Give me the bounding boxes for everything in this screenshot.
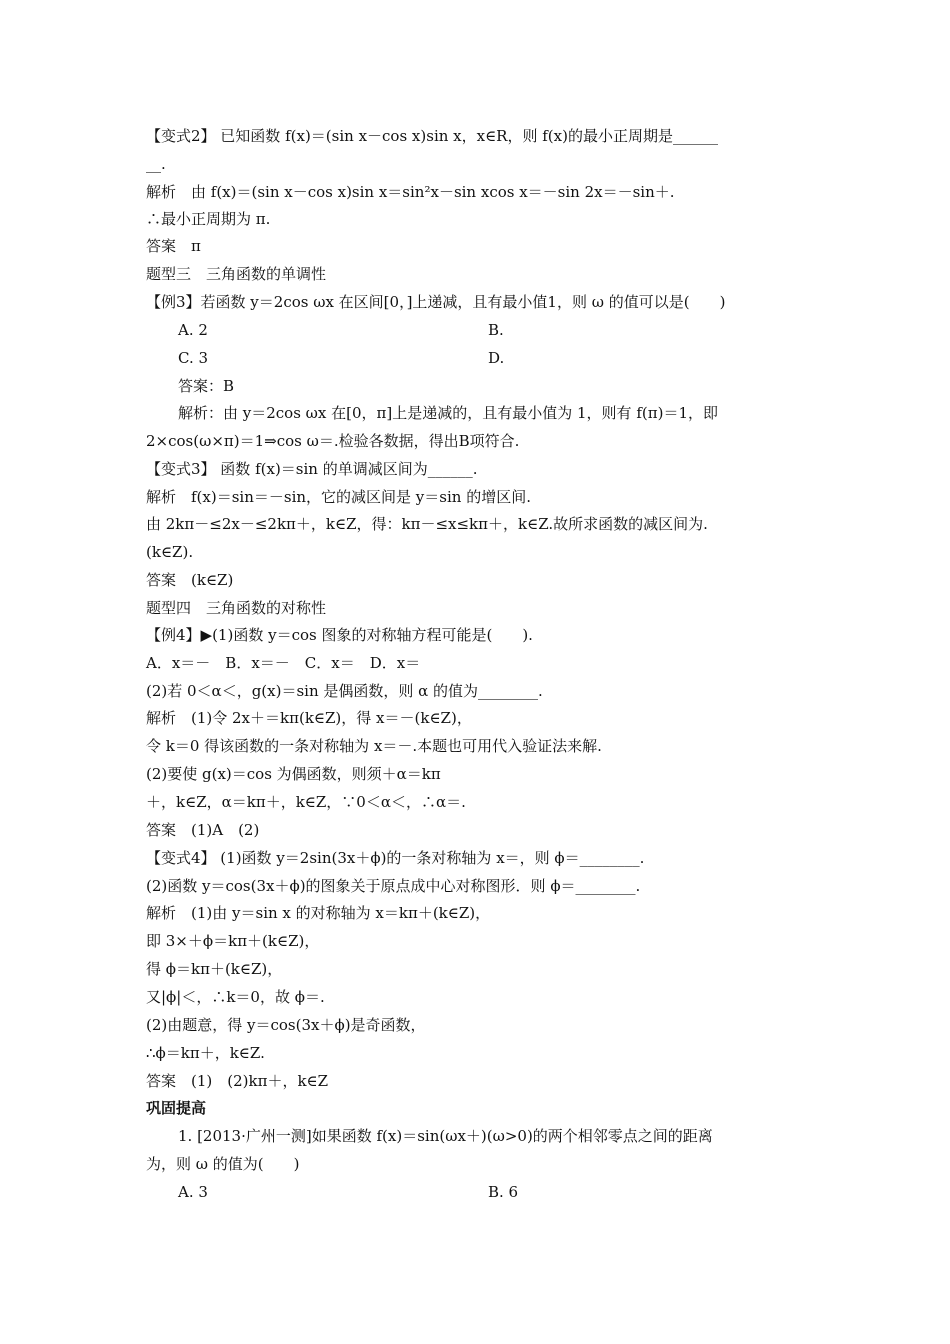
line-text: 解析 (1)由 y＝sin x 的对称轴为 x＝kπ＋(k∈Z)， [146, 904, 491, 922]
text-line [146, 264, 806, 284]
text-line [146, 126, 806, 146]
line-text: 得 ϕ＝kπ＋(k∈Z)， [146, 960, 283, 978]
text-line [146, 1043, 806, 1063]
text-line [146, 736, 806, 756]
text-line [146, 431, 806, 451]
line-text: ＋，k∈Z，α＝kπ＋，k∈Z，∵0＜α＜，∴α＝. [146, 793, 466, 811]
text-line [146, 182, 806, 202]
text-line [146, 653, 806, 673]
text-line [146, 708, 806, 728]
line-text: 2×cos(ω×π)＝1⇒cos ω＝.检验各数据，得出B项符合. [146, 432, 520, 450]
line-text: 解析 由 f(x)＝(sin x－cos x)sin x＝sin²x－sin xcos x＝－sin 2x＝－sin＋. [146, 183, 675, 201]
line-text: 解析：由 y＝2cos ωx 在[0，π]上是递减的，且有最小值为 1，则有 f(π)＝1，即 [178, 404, 718, 422]
text-line [146, 764, 806, 784]
line-text: 答案 π [146, 237, 201, 255]
line-text: 答案 (1) (2)kπ＋，k∈Z [146, 1072, 329, 1090]
text-line [178, 320, 838, 340]
text-line [146, 487, 806, 507]
text-line [146, 792, 806, 812]
line-text: 题型四 三角函数的对称性 [146, 599, 327, 617]
line-text: ∴ϕ＝kπ＋，k∈Z. [146, 1044, 265, 1062]
text-line [146, 903, 806, 923]
line-text: (2)若 0＜α＜，g(x)＝sin 是偶函数，则 α 的值为________. [146, 682, 543, 700]
line-text: C. 3 [178, 349, 209, 367]
text-line [146, 292, 806, 312]
text-line [146, 959, 806, 979]
text-line [146, 154, 806, 174]
text-line [178, 348, 838, 368]
text-line [146, 1098, 806, 1118]
line-text: 题型三 三角函数的单调性 [146, 265, 327, 283]
line-text: 令 k＝0 得该函数的一条对称轴为 x＝－.本题也可用代入验证法来解. [146, 737, 602, 755]
text-line [146, 820, 806, 840]
text-line [178, 1126, 838, 1146]
text-line [146, 459, 806, 479]
text-line [178, 376, 838, 396]
text-line [146, 542, 806, 562]
text-line [146, 1154, 806, 1174]
line-text: 解析 f(x)＝sin＝－sin，它的减区间是 y＝sin 的增区间. [146, 488, 531, 506]
line-text: A．x＝－ B．x＝－ C．x＝ D．x＝ [146, 654, 421, 672]
line-text: A. 3 [178, 1183, 208, 1201]
text-line [146, 236, 806, 256]
text-line [146, 514, 806, 534]
text-line [178, 1182, 838, 1202]
line-text: (2)要使 g(x)＝cos 为偶函数，则须＋α＝kπ [146, 765, 441, 783]
line-text: 【例4】▶(1)函数 y＝cos 图象的对称轴方程可能是( ). [146, 626, 533, 644]
line-text: (k∈Z). [146, 543, 194, 561]
line-text: 为，则 ω 的值为( ) [146, 1155, 300, 1173]
line-text: (2)函数 y＝cos(3x＋ϕ)的图象关于原点成中心对称图形．则 ϕ＝________. [146, 877, 641, 895]
option-right-column: D. [488, 349, 505, 367]
line-text: (2)由题意，得 y＝cos(3x＋ϕ)是奇函数， [146, 1016, 426, 1034]
line-text: 又|ϕ|＜，∴k＝0，故 ϕ＝. [146, 988, 325, 1006]
line-text: 巩固提高 [146, 1099, 207, 1117]
text-line [146, 848, 806, 868]
text-line [146, 987, 806, 1007]
line-text: 即 3×＋ϕ＝kπ＋(k∈Z)， [146, 932, 320, 950]
line-text: A. 2 [178, 321, 208, 339]
text-line [178, 403, 838, 423]
text-line [146, 625, 806, 645]
option-right-column: B. [488, 321, 504, 339]
line-text: 由 2kπ－≤2x－≤2kπ＋，k∈Z，得：kπ－≤x≤kπ＋，k∈Z.故所求函数的减区间为. [146, 515, 708, 533]
text-line [146, 1071, 806, 1091]
line-text: 1. [2013·广州一测]如果函数 f(x)＝sin(ωx＋)(ω>0)的两个相邻零点之间的距离 [178, 1127, 713, 1145]
line-text: ∴最小正周期为 π. [146, 210, 271, 228]
text-line [146, 931, 806, 951]
line-text: 【变式4】 (1)函数 y＝2sin(3x＋ϕ)的一条对称轴为 x＝，则 ϕ＝________. [146, 849, 645, 867]
line-text: 【变式3】 函数 f(x)＝sin 的单调减区间为______. [146, 460, 478, 478]
line-text: __. [146, 155, 166, 173]
line-text: 答案 (k∈Z) [146, 571, 234, 589]
option-right-column: B. 6 [488, 1183, 519, 1201]
text-line [146, 598, 806, 618]
line-text: 答案 (1)A (2) [146, 821, 260, 839]
line-text: 【变式2】 已知函数 f(x)＝(sin x－cos x)sin x，x∈R，则 f(x)的最小正周期是______ [146, 127, 718, 145]
text-line [146, 1015, 806, 1035]
line-text: 答案：B [178, 377, 235, 395]
line-text: 【例3】若函数 y＝2cos ωx 在区间[0，]上递减，且有最小值1，则 ω 的值可以是( ) [146, 293, 726, 311]
line-text: 解析 (1)令 2x＋＝kπ(k∈Z)，得 x＝－(k∈Z)， [146, 709, 472, 727]
text-line [146, 209, 806, 229]
text-line [146, 570, 806, 590]
text-line [146, 876, 806, 896]
text-line [146, 681, 806, 701]
